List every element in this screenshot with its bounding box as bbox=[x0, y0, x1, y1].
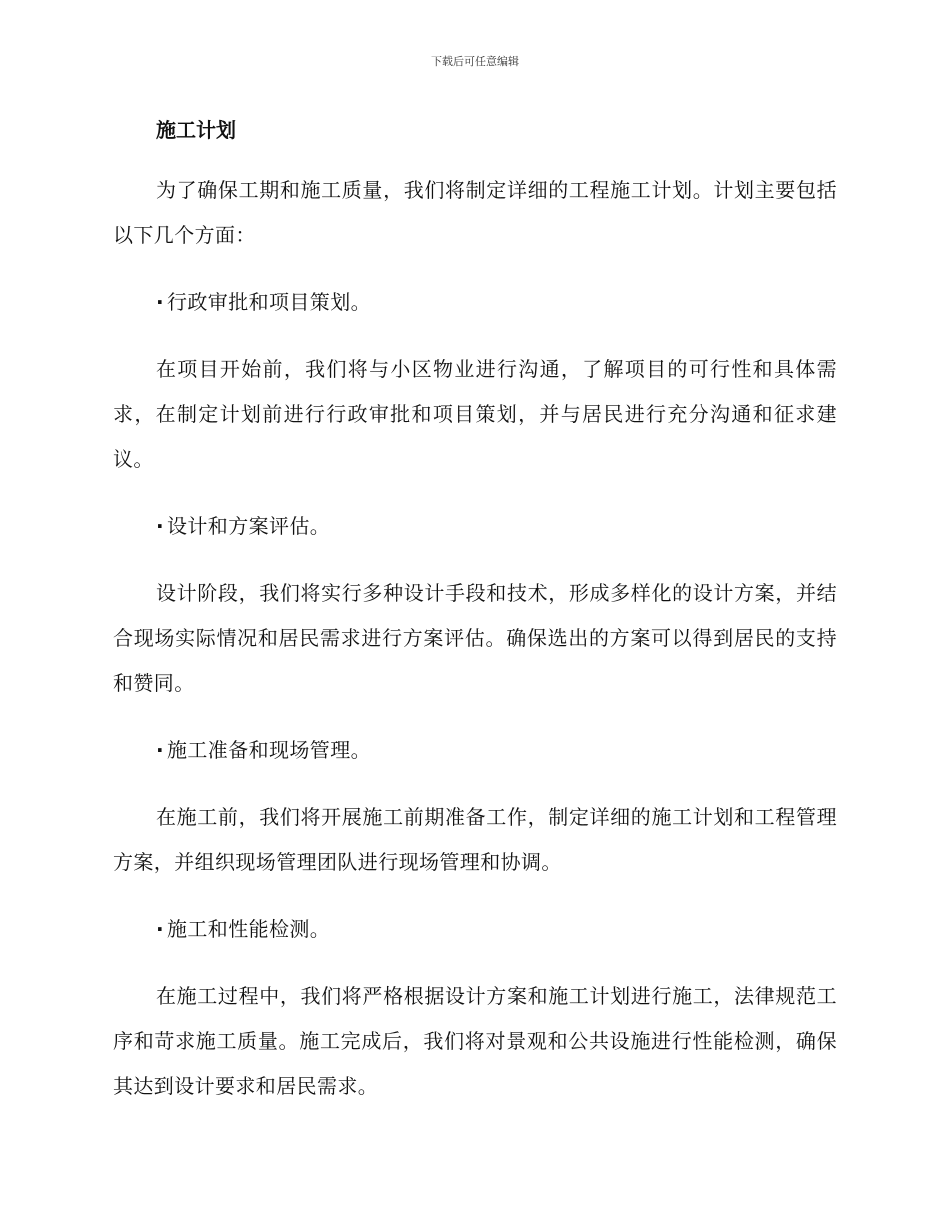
section-paragraph: 在项目开始前，我们将与小区物业进行沟通，了解项目的可行性和具体需求，在制定计划前进行行政审批和项目策划，并与居民进行充分沟通和征求建议。 bbox=[113, 357, 837, 471]
page-header: 下载后可任意编辑 bbox=[431, 55, 519, 68]
section-heading-text: 施工准备和现场管理。 bbox=[167, 738, 371, 762]
bullet-marker: · bbox=[156, 738, 164, 762]
bullet-marker: · bbox=[156, 290, 164, 314]
intro-paragraph: 为了确保工期和施工质量，我们将制定详细的工程施工计划。计划主要包括以下几个方面： bbox=[113, 178, 837, 247]
section-heading-text: 设计和方案评估。 bbox=[167, 514, 331, 538]
section-heading-text: 施工和性能检测。 bbox=[167, 917, 331, 941]
document-body bbox=[113, 115, 837, 1131]
bullet-marker: · bbox=[156, 514, 164, 538]
bullet-marker: · bbox=[156, 917, 164, 941]
section-heading bbox=[113, 504, 837, 549]
section-heading bbox=[113, 280, 837, 325]
section-heading bbox=[113, 728, 837, 773]
section-heading-text: 行政审批和项目策划。 bbox=[167, 290, 371, 314]
section-paragraph: 设计阶段，我们将实行多种设计手段和技术，形成多样化的设计方案，并结合现场实际情况和居民需求进行方案评估。确保选出的方案可以得到居民的支持和赞同。 bbox=[113, 581, 837, 695]
section-paragraph: 在施工前，我们将开展施工前期准备工作，制定详细的施工计划和工程管理方案，并组织现场管理团队进行现场管理和协调。 bbox=[113, 805, 837, 874]
section-heading bbox=[113, 907, 837, 952]
section-paragraph: 在施工过程中，我们将严格根据设计方案和施工计划进行施工，法律规范工序和苛求施工质量。施工完成后，我们将对景观和公共设施进行性能检测，确保其达到设计要求和居民需求。 bbox=[113, 984, 837, 1098]
document-title: 施工计划 bbox=[156, 118, 236, 142]
